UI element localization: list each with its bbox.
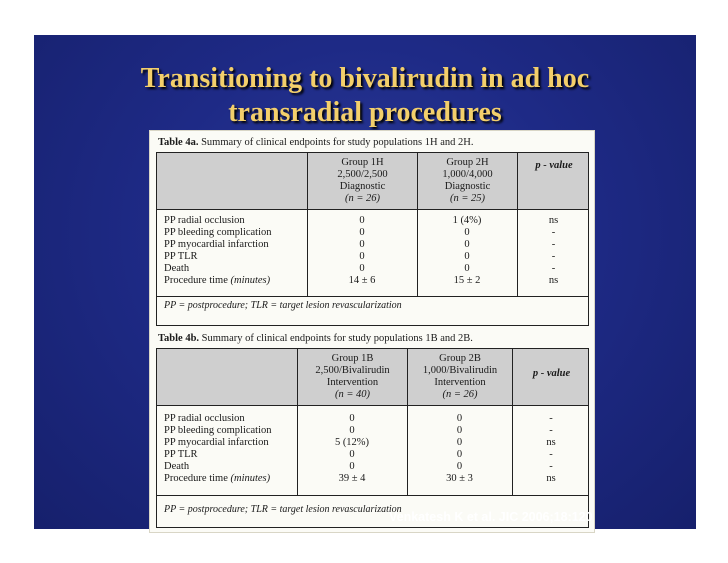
table-4a-footnote (157, 296, 588, 326)
row-label-text: Procedure time (164, 473, 228, 484)
table-4b-col-group2b (407, 349, 512, 405)
table-4b-header (157, 349, 588, 406)
table-4a-label: Table 4a. (158, 137, 199, 148)
cell-group1: 0 (359, 263, 365, 274)
pvalue-header: p - value (535, 160, 573, 171)
footnote-text: PP = postprocedure; TLR = target lesion revascularization (164, 300, 402, 311)
cell-group1: 39 ± 4 (338, 473, 366, 484)
table-4a-col-group1h (307, 153, 417, 209)
cell-group2: 0 (456, 425, 463, 436)
cell-group2: 0 (464, 251, 470, 262)
col-header-line1: Group 1B (331, 353, 374, 364)
table-4b (156, 348, 589, 528)
table-row (157, 227, 588, 239)
table-row (157, 275, 588, 287)
cell-group2: 0 (464, 227, 470, 238)
cell-pvalue: - (551, 251, 556, 262)
table-4a-col-pvalue (517, 153, 590, 209)
slide (34, 35, 696, 529)
table-4b-col-group1b (297, 349, 407, 405)
cell-group2: 30 ± 3 (446, 473, 473, 484)
row-label: PP bleeding complication (164, 227, 272, 238)
cell-pvalue: ns (548, 275, 559, 286)
slide-title (34, 62, 696, 130)
col-header-line1: Group 2B (439, 353, 481, 364)
col-header-line3: Diagnostic (444, 181, 491, 192)
pvalue-header: p - value (532, 368, 571, 379)
table-4a-caption-text: Summary of clinical endpoints for study populations 1H and 2H. (201, 137, 474, 148)
cell-pvalue: - (549, 413, 553, 424)
table-row (157, 263, 588, 275)
col-header-line2: 1,000/Bivalirudin (422, 365, 498, 376)
cell-group2: 0 (456, 449, 463, 460)
col-header-line1: Group 2H (446, 157, 489, 168)
cell-group2: 0 (464, 263, 470, 274)
col-header-line3: Intervention (326, 377, 379, 388)
row-label-text: Procedure time (164, 275, 228, 286)
col-header-line3: Diagnostic (339, 181, 386, 192)
cell-group1: 14 ± 6 (348, 275, 376, 286)
table-row (157, 251, 588, 263)
cell-group1: 0 (359, 239, 365, 250)
col-header-line4: (n = 40) (334, 389, 371, 400)
table-row (157, 413, 588, 425)
row-label: PP radial occlusion (164, 215, 245, 226)
cell-group1: 0 (359, 227, 365, 238)
cell-group2: 0 (456, 461, 463, 472)
cell-pvalue: ns (546, 473, 556, 484)
cell-group2: 0 (464, 239, 470, 250)
cell-group1: 0 (359, 215, 365, 226)
table-row (157, 239, 588, 251)
cell-pvalue: - (551, 239, 556, 250)
table-row (157, 461, 588, 473)
cell-group2: 15 ± 2 (453, 275, 481, 286)
table-row (157, 215, 588, 227)
slide-title-line1: Transitioning to bivalirudin in ad hoc (140, 63, 590, 94)
cell-group2: 0 (456, 437, 463, 448)
cell-group1: 5 (12%) (334, 437, 370, 448)
table-4a-caption (158, 137, 473, 148)
row-label (164, 275, 270, 287)
col-header-line1: Group 1H (341, 157, 384, 168)
col-header-line2: 1,000/4,000 (442, 169, 493, 180)
row-label-unit: (minutes) (230, 275, 271, 286)
slide-title-line2: transradial procedures (228, 97, 502, 128)
cell-pvalue: - (551, 263, 556, 274)
table-4a-header (157, 153, 588, 210)
cell-pvalue: ns (548, 215, 559, 226)
cell-pvalue: - (549, 461, 553, 472)
cell-group1: 0 (359, 251, 365, 262)
row-label: PP TLR (164, 449, 198, 460)
cell-group2: 1 (4%) (452, 215, 482, 226)
col-header-line2: 2,500/Bivalirudin (315, 365, 390, 376)
row-label: PP TLR (164, 251, 198, 262)
row-label: Death (164, 461, 190, 472)
table-4b-label: Table 4b. (158, 333, 200, 344)
citation: Venkatesh K et al. JIC 2006;18:120 (389, 510, 593, 524)
col-header-line4: (n = 26) (344, 193, 381, 204)
row-label: PP myocardial infarction (164, 437, 269, 448)
table-figure (149, 130, 595, 533)
cell-pvalue: - (549, 425, 553, 436)
table-row (157, 449, 588, 461)
cell-pvalue: - (549, 449, 553, 460)
row-label (164, 473, 270, 485)
cell-pvalue: ns (546, 437, 556, 448)
cell-group1: 0 (349, 425, 355, 436)
row-label: PP radial occlusion (164, 413, 245, 424)
cell-group1: 0 (349, 413, 355, 424)
table-4a (156, 152, 589, 326)
col-header-line3: Intervention (434, 377, 486, 388)
row-label: PP bleeding complication (164, 425, 272, 436)
cell-group2: 0 (456, 413, 463, 424)
footnote-text: PP = postprocedure; TLR = target lesion revascularization (164, 504, 402, 515)
cell-group1: 0 (349, 461, 355, 472)
col-header-line2: 2,500/2,500 (337, 169, 388, 180)
table-4a-col-group2h (417, 153, 517, 209)
cell-group1: 0 (349, 449, 355, 460)
row-label-unit: (minutes) (230, 473, 271, 484)
row-label: Death (164, 263, 190, 274)
table-4b-col-pvalue (512, 349, 590, 405)
table-4b-caption-text: Summary of clinical endpoints for study populations 1B and 2B. (201, 333, 473, 344)
table-row (157, 425, 588, 437)
cell-pvalue: - (551, 227, 556, 238)
row-label: PP myocardial infarction (164, 239, 269, 250)
table-4b-caption (158, 333, 473, 344)
col-header-line4: (n = 25) (449, 193, 486, 204)
table-row (157, 437, 588, 449)
col-header-line4: (n = 26) (442, 389, 478, 400)
table-row (157, 473, 588, 485)
